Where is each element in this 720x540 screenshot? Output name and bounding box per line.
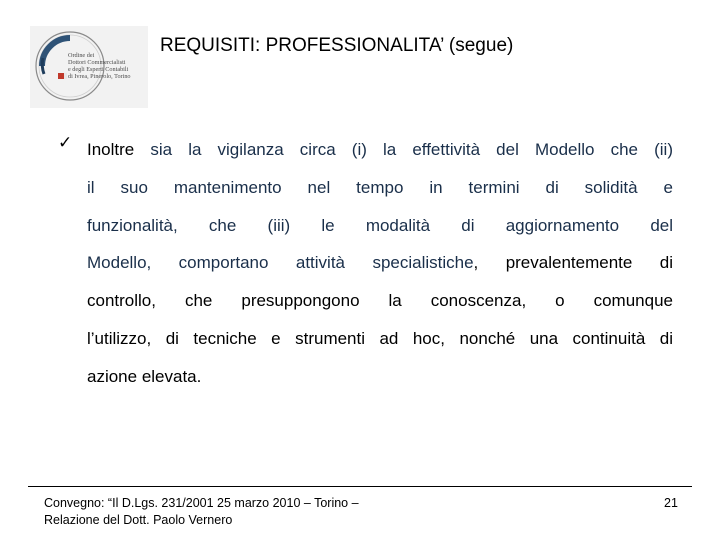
slide-title: REQUISITI: PROFESSIONALITA’ (segue): [160, 35, 514, 56]
logo-line: e degli Esperti Contabili: [68, 66, 129, 73]
institution-logo: [30, 26, 148, 108]
checkmark-icon: ✓: [58, 133, 73, 153]
text-line: Inoltre sia la vigilanza circa (i) la effettività del Modello che (ii): [87, 140, 673, 159]
footer-line-2: Relazione del Dott. Paolo Vernero: [44, 512, 233, 527]
page-number: 21: [664, 496, 678, 510]
text-line: Modello, comportano attività specialistiche, prevalentemente di: [87, 253, 673, 273]
logo-line: di Ivrea, Pinerolo, Torino: [68, 73, 131, 80]
bullet-paragraph: [87, 131, 673, 396]
footer-line-1: Convegno: “Il D.Lgs. 231/2001 25 marzo 2010 – Torino –: [44, 496, 359, 510]
text-line: controllo, che presuppongono la conoscenza, o comunque: [87, 291, 673, 311]
footer-divider: [28, 486, 692, 487]
footer-caption: [44, 495, 359, 528]
logo-text: [68, 52, 148, 80]
logo-line: Ordine dei: [68, 52, 95, 59]
text-line: l’utilizzo, di tecniche e strumenti ad hoc, nonché una continuità di: [87, 328, 673, 348]
text-line: funzionalità, che (iii) le modalità di aggiornamento del: [87, 215, 673, 235]
logo-line: Dottori Commercialisti: [68, 59, 126, 66]
text-line: il suo mantenimento nel tempo in termini di solidità e: [87, 177, 673, 197]
text-line: azione elevata.: [87, 366, 202, 386]
